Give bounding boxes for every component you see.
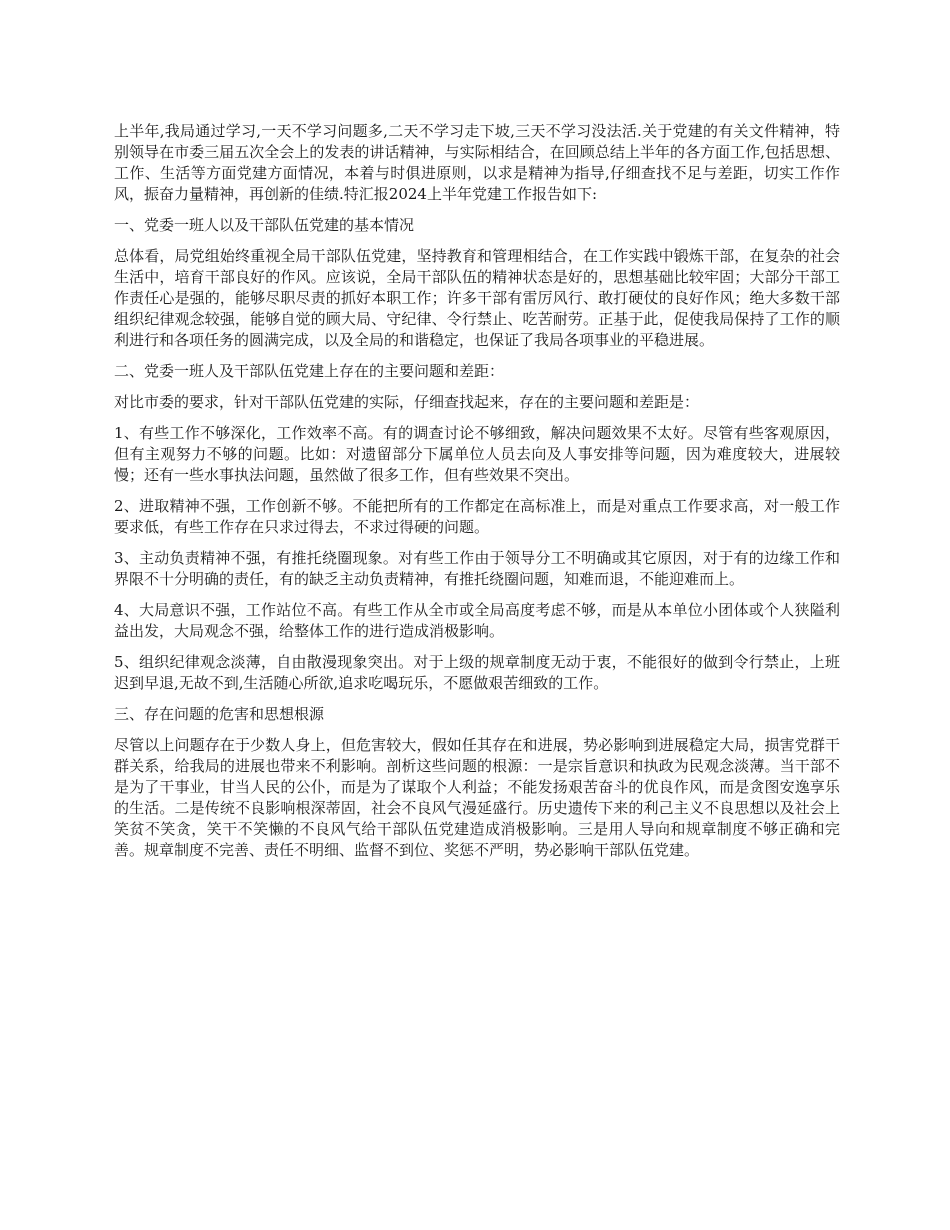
problem-3-paragraph: 3、主动负责精神不强，有推托绕圈现象。对有些工作由于领导分工不明确或其它原因，对于有的边缘工作和界限不十分明确的责任，有的缺乏主动负责精神，有推托绕圈问题，知难而退，不能迎难而上。 (114, 549, 840, 588)
section-2-intro-paragraph: 对比市委的要求，针对干部队伍党建的实际，仔细查找起来，存在的主要问题和差距是： (114, 393, 700, 411)
section-2-heading: 二、党委一班人及干部队伍党建上存在的主要问题和差距： (114, 362, 505, 380)
section-3-paragraph: 尽管以上问题存在于少数人身上，但危害较大，假如任其存在和进展，势必影响到进展稳定大局，损害党群干群关系，给我局的进展也带来不利影响。剖析这些问题的根源：一是宗旨意识和执政为民观念淡薄。当干部不是为了干事业，甘当人民的公仆，而是为了谋取个人利益；不能发扬艰苦奋斗的优良作风，而是贪图安逸享乐的生活。二是传统不良影响根深蒂固，社会不良风气漫延盛行。历史遗传下来的利己主义不良思想以及社会上笑贫不笑贪，笑干不笑懒的不良风气给干部队伍党建造成消极影响。三是用人导向和规章制度不够正确和完善。规章制度不完善、责任不明细、监督不到位、奖惩不严明，势必影响干部队伍党建。 (114, 736, 840, 859)
section-1-paragraph: 总体看，局党组始终重视全局干部队伍党建，坚持教育和管理相结合，在工作实践中锻炼干部，在复杂的社会生活中，培育干部良好的作风。应该说，全局干部队伍的精神状态是好的，思想基础比较牢固；大部分干部工作责任心是强的，能够尽职尽责的抓好本职工作；许多干部有雷厉风行、敢打硬仗的良好作风；绝大多数干部组织纪律观念较强，能够自觉的顾大局、守纪律、令行禁止、吃苦耐劳。正基于此，促使我局保持了工作的顺利进行和各项任务的圆满完成，以及全局的和谐稳定，也保证了我局各项事业的平稳进展。 (114, 247, 840, 349)
problem-2-paragraph: 2、进取精神不强，工作创新不够。不能把所有的工作都定在高标准上，而是对重点工作要求高，对一般工作要求低，有些工作存在只求过得去，不求过得硬的问题。 (114, 497, 840, 536)
problem-5-paragraph: 5、组织纪律观念淡薄，自由散漫现象突出。对于上级的规章制度无动于衷，不能很好的做到令行禁止，上班迟到早退,无故不到,生活随心所欲,追求吃喝玩乐，不愿做艰苦细致的工作。 (114, 653, 840, 692)
problem-4-paragraph: 4、大局意识不强，工作站位不高。有些工作从全市或全局高度考虑不够，而是从本单位小团体或个人狭隘利益出发，大局观念不强，给整体工作的进行造成消极影响。 (114, 601, 840, 640)
section-3-heading: 三、存在问题的危害和思想根源 (114, 705, 325, 723)
document-body (114, 121, 840, 871)
section-1-heading: 一、党委一班人以及干部队伍党建的基本情况 (114, 216, 415, 234)
problem-1-paragraph: 1、有些工作不够深化，工作效率不高。有的调查讨论不够细致，解决问题效果不太好。尽管有些客观原因，但有主观努力不够的问题。比如：对遗留部分下属单位人员去向及人事安排等问题，因为难度较大，进展较慢；还有一些水事执法问题，虽然做了很多工作，但有些效果不突出。 (114, 424, 840, 484)
intro-paragraph: 上半年,我局通过学习,一天不学习问题多,二天不学习走下坡,三天不学习没法活.关于党建的有关文件精神，特别领导在市委三届五次全会上的发表的讲话精神，与实际相结合，在回顾总结上半年的各方面工作,包括思想、工作、生活等方面党建方面情况，本着与时俱进原则，以求是精神为指导,仔细查找不足与差距，切实工作作风，振奋力量精神，再创新的佳绩.特汇报2024上半年党建工作报告如下: (114, 122, 840, 203)
